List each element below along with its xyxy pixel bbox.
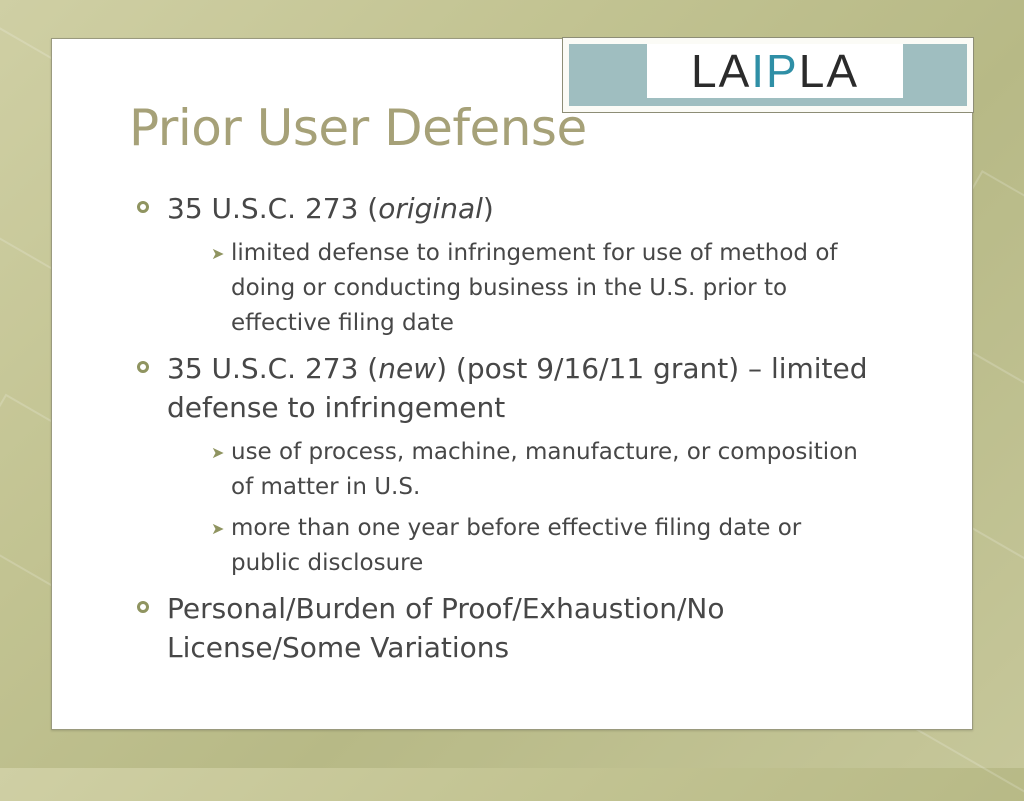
logo-left-letters: LA <box>691 45 752 97</box>
bullet-1-sub-1-text: limited defense to infringement for use of method of doing or conducting business in the U.S. prior to effective filing date <box>231 240 838 336</box>
bullet-2-sub-2-text: more than one year before effective filing date or public disclosure <box>231 515 802 576</box>
bullet-2-sub-1-text: use of process, machine, manufacture, or composition of matter in U.S. <box>231 439 858 500</box>
slide-canvas <box>51 38 973 730</box>
bullet-2-text-em: new <box>378 352 437 385</box>
circle-bullet-icon <box>137 201 149 213</box>
bullet-1-sub-1 <box>135 236 875 341</box>
circle-bullet-icon <box>137 361 149 373</box>
logo-right-letters: LA <box>798 45 859 97</box>
bullet-3 <box>135 589 875 667</box>
bullet-1-text-em: original <box>378 192 483 225</box>
bullet-3-text: Personal/Burden of Proof/Exhaustion/No License/Some Variations <box>167 592 725 664</box>
bullet-2-text-after: ) (post 9/16/11 grant) – limited defense to infringement <box>167 352 868 424</box>
logo-background <box>569 44 967 106</box>
laipla-logo <box>562 37 974 113</box>
bullet-2-sub-1 <box>135 435 875 505</box>
logo-wordmark <box>647 44 903 98</box>
logo-middle-letters: IP <box>751 45 799 97</box>
bullet-2 <box>135 349 875 427</box>
slide-title: Prior User Defense <box>129 99 587 157</box>
arrow-bullet-icon: ➤ <box>211 519 225 538</box>
arrow-bullet-icon: ➤ <box>211 244 225 263</box>
bullet-2-text-before: 35 U.S.C. 273 ( <box>167 352 379 385</box>
circle-bullet-icon <box>137 601 149 613</box>
bullet-1-text-after: ) <box>482 192 494 225</box>
slide-body <box>135 189 875 675</box>
bullet-2-sub-2 <box>135 511 875 581</box>
bullet-1-text-before: 35 U.S.C. 273 ( <box>167 192 379 225</box>
arrow-bullet-icon: ➤ <box>211 443 225 462</box>
bullet-1 <box>135 189 875 228</box>
